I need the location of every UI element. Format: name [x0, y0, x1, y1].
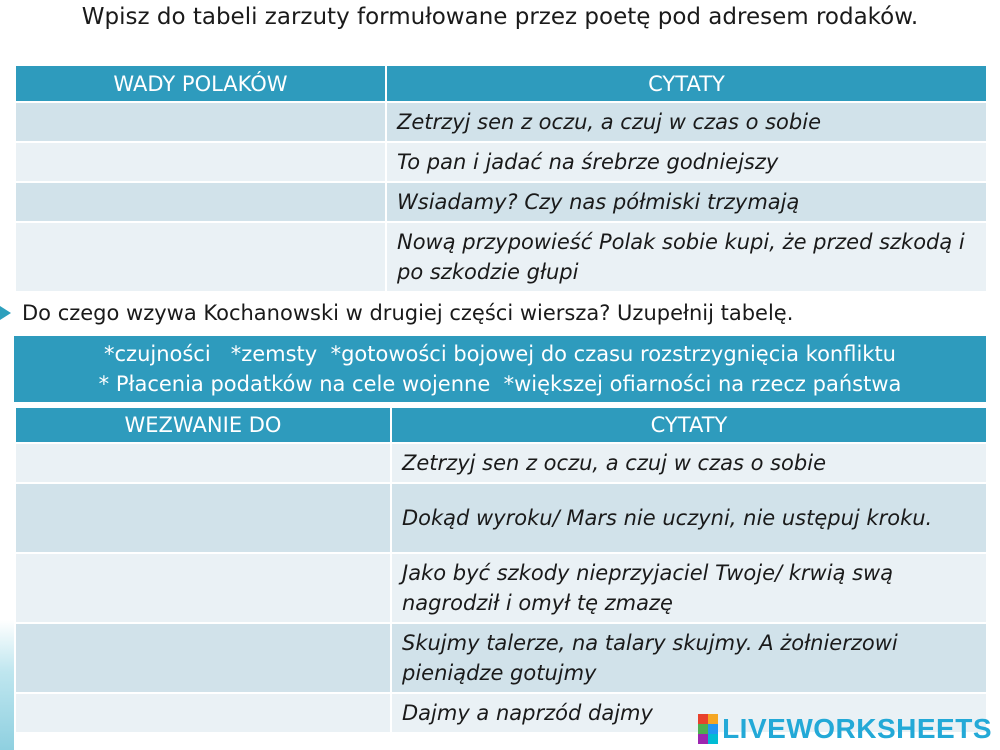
word-bank-line-1: *czujności *zemsty *gotowości bojowej do czasu rozstrzygnięcia konfliktu	[104, 342, 896, 366]
quote-cell: To pan i jadać na śrebrze godniejszy	[386, 142, 987, 182]
quote-cell: Zetrzyj sen z oczu, a czuj w czas o sobie	[391, 443, 987, 483]
quote-cell: Zetrzyj sen z oczu, a czuj w czas o sobie	[386, 102, 987, 142]
faults-header: WADY POLAKÓW	[15, 65, 386, 102]
answer-cell[interactable]	[15, 483, 391, 553]
liveworksheets-logo	[698, 712, 992, 746]
table-row	[15, 483, 987, 553]
quotes-header: CYTATY	[391, 407, 987, 443]
quote-cell: Skujmy talerze, na talary skujmy. A żołnierzowi pieniądze gotujmy	[391, 623, 987, 693]
answer-cell[interactable]	[15, 693, 391, 733]
answer-cell[interactable]	[15, 443, 391, 483]
logo-square-icon	[708, 724, 718, 734]
logo-square-icon	[698, 714, 708, 724]
answer-cell[interactable]	[15, 623, 391, 693]
decorative-gradient-bar	[0, 620, 14, 750]
calls-header: WEZWANIE DO	[15, 407, 391, 443]
table-row	[15, 443, 987, 483]
faults-table	[14, 64, 988, 293]
instruction-heading-1: Wpisz do tabeli zarzuty formułowane przez poetę pod adresem rodaków.	[81, 4, 919, 30]
word-bank	[14, 336, 986, 402]
quote-cell: Jako być szkody nieprzyjaciel Twoje/ krwią swą nagrodził i omył tę zmazę	[391, 553, 987, 623]
table-row	[15, 142, 987, 182]
answer-cell[interactable]	[15, 142, 386, 182]
quote-cell: Wsiadamy? Czy nas półmiski trzymają	[386, 182, 987, 222]
quote-cell: Dajmy a naprzód dajmy	[391, 693, 987, 733]
table-row	[15, 623, 987, 693]
answer-cell[interactable]	[15, 182, 386, 222]
logo-square-icon	[698, 734, 708, 744]
arrow-bullet-icon	[0, 306, 11, 320]
logo-square-icon	[708, 734, 718, 744]
instruction-heading-2: Do czego wzywa Kochanowski w drugiej części wiersza? Uzupełnij tabelę.	[22, 301, 794, 325]
answer-cell[interactable]	[15, 222, 386, 292]
liveworksheets-logo-icon	[698, 714, 718, 744]
table-row	[15, 222, 987, 292]
quote-cell: Nową przypowieść Polak sobie kupi, że przed szkodą i po szkodzie głupi	[386, 222, 987, 292]
word-bank-line-2: * Płacenia podatków na cele wojenne *większej ofiarności na rzecz państwa	[98, 372, 902, 396]
answer-cell[interactable]	[15, 553, 391, 623]
table-row	[15, 553, 987, 623]
table-row	[15, 182, 987, 222]
logo-text: LIVEWORKSHEETS	[722, 713, 992, 744]
calls-table	[14, 406, 988, 734]
logo-square-icon	[708, 714, 718, 724]
table-row	[15, 102, 987, 142]
quote-cell: Dokąd wyroku/ Mars nie uczyni, nie ustępuj kroku.	[391, 483, 987, 553]
quotes-header: CYTATY	[386, 65, 987, 102]
answer-cell[interactable]	[15, 102, 386, 142]
logo-square-icon	[698, 724, 708, 734]
